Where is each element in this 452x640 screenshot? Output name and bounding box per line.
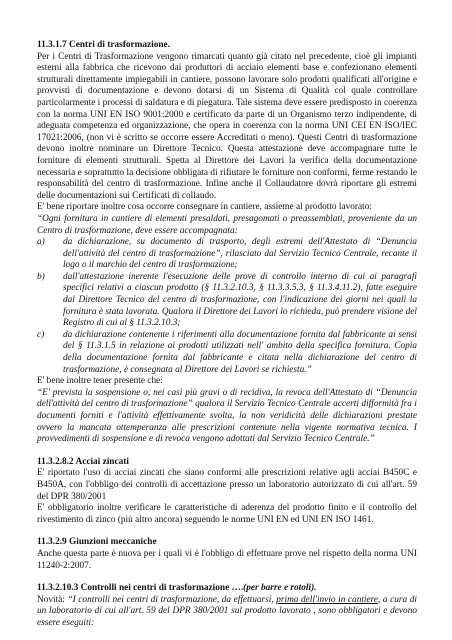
quote-underlined-text: prima dell'invio in cantiere <box>276 594 379 605</box>
list-item-text: da dichiarazione contenente i riferimenti alla documentazione fornita dal fabbricante ai sensi del § 11.3.1.5 in relazione ai prodotti utilizzati nell' ambito della specifica fornitura. Copia della documentazione fornita dal fabbricante e citata nella dichiarazione del centro di trasformazione, è consegnata al Direttore dei Lavori se richiesta.” <box>63 329 417 375</box>
novita-label: Novità: <box>37 594 68 605</box>
quote-text: “I controlli nei centri di trasformazione, da effettuarsi, <box>67 594 277 605</box>
list-item-text: da dichiarazione, su documento di trasporto, degli estremi dell'Attestato di “Denuncia dell'attività del centro di trasformazione”, rilasciato dal Servizio Tecnico Centrale, recante il logo o il marchio del centro di trasformazione; <box>63 237 417 271</box>
list-item <box>37 237 417 272</box>
list-item-label: b) <box>37 271 45 282</box>
paragraph: Per i Centri di Trasformazione vengono rimarcati quanto già citato nel precedente, cioè gli impianti esterni alla fabbrica che ricevono dai produttori di acciaio elementi base e confezionano elementi strutturali direttamente impiegabili in cantiere, possono lavorare solo prodotti qualificati all'origine e provvisti di documentazione e devono dotarsi di un Sistema di Qualità col quale controllare particolarmente i processi di saldatura e di piegatura. Tale sistema deve essere predisposto in coerenza con la norma UNI EN ISO 9001:2000 e certificato da parte di un Organismo terzo indipendente, di adeguata competenza ed organizzazione, che opera in coerenza con la norma UNI CEI EN ISO/IEC 17021:2006, (non vi è scritto se occorre essere Accreditati o meno). Questi Centri di trasformazione devono inoltre nominare un Direttore Tecnico. Questa attestazione deve accompagnare tutte le forniture di elementi strutturali. Spetta al Direttore dei Lavori la verifica della documentazione necessaria e soprattutto la decisione obbligata di rifiutare le forniture non conformi, ferme restando le responsabilità del centro di trasformazione. Infine anche il Collaudatore dovrà riportare gli estremi delle documentazioni sui Certificati di collaudo. <box>37 51 417 201</box>
list-item-label: c) <box>37 329 45 340</box>
document-page <box>37 40 417 630</box>
paragraph-novita <box>37 595 417 630</box>
quote-intro: “Ogni fornitura in cantiere di elementi presaldati, presagomati o preassemblati, proveniente da un Centro di trasformazione, deve essere accompagnata: <box>37 213 417 236</box>
section-heading-acciai-zincati: 11.3.2.8.2 Acciai zincati <box>37 456 129 467</box>
paragraph: E' obbligatorio inoltre verificare le caratteristiche di aderenza del prodotto finito e il controllo del rivestimento di zinco (più altro ancora) seguendo le norme UNI EN ed UNI EN ISO 1461. <box>37 503 417 525</box>
section-heading-controlli-centri <box>37 583 417 595</box>
list-item <box>37 272 417 330</box>
quote-sospensione: “E' prevista la sospensione o, nei casi più gravi o di recidiva, la revoca dell'Attestato di “Denuncia dell'attività del centro di trasformazione” qualora il Servizio Tecnico Centrale accerti difformità fra i documenti forniti e l'attività effettivamente svolta, la non veridicità delle dichiarazioni prestate ovvero la mancata ottemperanza alle prescrizioni contenute nella vigente normativa tecnica. I provvedimenti di sospensione e di revoca vengono adottati dal Servizio Tecnico Centrale.” <box>37 387 417 445</box>
paragraph: E' bene inoltre tener presente che: <box>37 376 163 387</box>
heading-italic-text: (per barre e rotoli). <box>243 583 317 594</box>
list-item-text: dall'attestazione inerente l'esecuzione delle prove di controllo interno di cui ai paragrafi specifici relativi a ciascun prodotto (§ 11.3.2.10.3, § 11.3.3.5.3, § 11.3.4.11.2), fatte eseguire dal Direttore Tecnico del centro di trasformazione, con l'indicazione dei giorni nei quali la fornitura è stata lavorata. Qualora il Direttore dei Lavori lo richieda, può prendere visione del Registro di cui al § 11.3.2.10.3; <box>63 271 417 329</box>
heading-text: 11.3.2.10.3 Controlli nei centri di trasformazione …. <box>37 583 244 594</box>
quote-text: , a cura di un laboratorio di cui all'art. 59 del DPR 380/2001 sul prodotto lavorato , sono obbligatori e devono essere eseguiti: <box>37 594 417 628</box>
paragraph: E' bene riportare inoltre cosa occorre consegnare in cantiere, assieme al prodotto lavorato: <box>37 202 372 213</box>
section-heading-centri-trasformazione: 11.3.1.7 Centri di trasformazione. <box>37 40 170 50</box>
list-item <box>37 330 417 376</box>
section-heading-giunzioni-meccaniche: 11.3.2.9 Giunzioni meccaniche <box>37 537 157 548</box>
paragraph: E' riportato l'uso di acciai zincati che siano conformi alle prescrizioni relative agli acciai B450C e B450A, con l'obbligo dei controlli di accettazione presso un laboratorio autorizzato di cui all'art. 59 del DPR 380/2001 <box>37 468 417 502</box>
list-item-label: a) <box>37 237 45 248</box>
paragraph: Anche questa parte è nuova per i quali vi è l'obbligo di effettuare prove nel rispetto della norma UNI 11240-2:2007. <box>37 548 417 571</box>
